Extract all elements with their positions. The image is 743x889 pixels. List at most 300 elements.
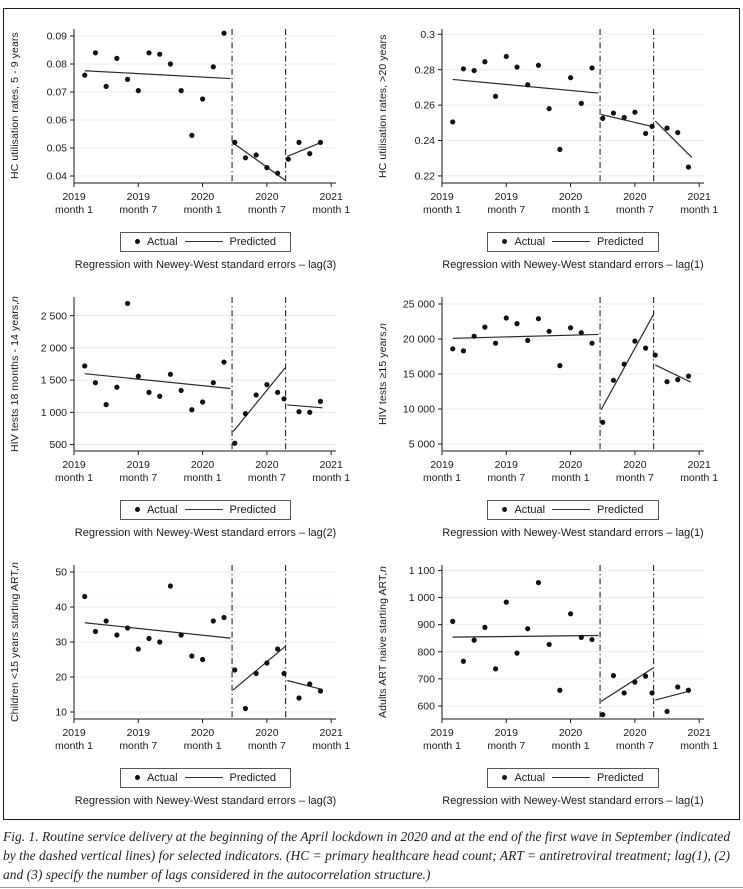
y-tick-label: 50 [55, 566, 67, 579]
x-tick-label: month 1 [312, 204, 351, 216]
actual-point [146, 636, 151, 641]
x-tick-label: 2020 [622, 191, 647, 203]
actual-point [642, 674, 647, 679]
x-tick-label: 2019 [429, 191, 454, 203]
actual-point [578, 330, 583, 335]
predicted-line-segment [601, 668, 653, 701]
scatter-plot [26, 285, 366, 497]
x-tick-label: 2019 [494, 727, 518, 739]
y-tick-label: 0.22 [414, 170, 435, 183]
bottom-divider [0, 887, 743, 888]
legend-actual-label: Actual [146, 771, 178, 784]
y-axis-label [4, 553, 26, 731]
actual-point [221, 359, 226, 364]
actual-point [82, 363, 87, 368]
actual-point [136, 374, 141, 379]
x-tick-label: month 1 [422, 204, 461, 216]
y-tick-label: 700 [416, 673, 435, 686]
legend-actual-label: Actual [514, 771, 546, 784]
actual-point [567, 75, 572, 80]
y-tick-label: 10 000 [402, 403, 435, 416]
y-tick-label: 20 000 [402, 333, 435, 346]
actual-point [275, 390, 280, 395]
y-tick-label: 1 100 [408, 565, 435, 578]
panel-hiv-tests-adults [372, 281, 739, 549]
legend [487, 500, 658, 520]
actual-point [243, 155, 248, 160]
actual-point [471, 638, 476, 643]
y-tick-label: 800 [416, 646, 435, 659]
predicted-line-segment [85, 623, 231, 638]
x-tick-label: month 1 [55, 204, 93, 216]
x-tick-label: 2020 [558, 459, 582, 471]
actual-point [221, 31, 226, 36]
actual-point [157, 394, 162, 399]
actual-point [189, 407, 194, 412]
actual-point [232, 441, 237, 446]
actual-point [503, 600, 508, 605]
actual-dot-icon [135, 239, 140, 244]
y-tick-label: 30 [55, 636, 67, 649]
actual-point [610, 378, 615, 383]
predicted-line-segment [287, 142, 322, 157]
legend-predicted-label: Predicted [597, 235, 644, 248]
predicted-line-segment [655, 121, 691, 157]
actual-point [281, 396, 286, 401]
actual-point [642, 131, 647, 136]
actual-point [492, 341, 497, 346]
actual-point [514, 321, 519, 326]
actual-point [482, 325, 487, 330]
y-axis-label-italic: n [9, 295, 21, 302]
x-tick-label: month 1 [183, 472, 222, 484]
y-tick-label: 15 000 [402, 368, 435, 381]
actual-point [157, 52, 162, 57]
y-tick-label: 1 000 [408, 592, 435, 605]
actual-point [450, 619, 455, 624]
actual-point [307, 151, 312, 156]
predicted-line-segment [655, 365, 690, 382]
actual-point [589, 65, 594, 70]
y-axis-label-italic: n [376, 322, 389, 329]
panel-hiv-tests-children [4, 281, 371, 549]
actual-point [146, 50, 151, 55]
legend-predicted-label: Predicted [229, 771, 277, 784]
y-tick-label: 0.26 [414, 99, 435, 112]
predicted-line-segment [655, 691, 690, 700]
x-tick-label: 2021 [686, 459, 711, 471]
panel-children-starting-art [4, 549, 371, 817]
y-tick-label: 600 [416, 700, 435, 713]
x-tick-label: 2020 [255, 459, 279, 471]
actual-point [460, 348, 465, 353]
actual-point [685, 688, 690, 693]
actual-point [610, 110, 615, 115]
y-tick-label: 40 [55, 601, 67, 614]
x-tick-label: 2019 [429, 727, 454, 739]
y-tick-label: 2 000 [40, 342, 67, 355]
actual-point [460, 659, 465, 664]
x-tick-label: 2020 [558, 727, 582, 739]
actual-point [514, 651, 519, 656]
x-tick-label: 2020 [558, 191, 582, 203]
actual-point [525, 626, 530, 631]
predicted-line-segment [601, 315, 653, 410]
scatter-plot [394, 553, 734, 765]
actual-point [104, 618, 109, 623]
y-axis-label-text: HIV tests 18 months - 14 years, [9, 301, 21, 453]
panel-caption: Regression with Newey-West standard errors – lag(3) [74, 794, 337, 807]
actual-point [649, 124, 654, 129]
actual-point [514, 64, 519, 69]
actual-point [664, 709, 669, 714]
actual-point [125, 625, 130, 630]
actual-dot-icon [502, 239, 507, 244]
panel-caption: Regression with Newey-West standard errors – lag(1) [442, 794, 704, 807]
y-tick-label: 10 [55, 706, 67, 719]
y-axis-label-italic: n [9, 562, 21, 569]
actual-point [264, 165, 269, 170]
actual-point [632, 110, 637, 115]
x-tick-label: month 1 [183, 740, 222, 752]
x-tick-label: 2019 [494, 191, 518, 203]
actual-point [146, 390, 151, 395]
actual-point [525, 82, 530, 87]
actual-point [168, 61, 173, 66]
actual-dot-icon [135, 775, 140, 780]
x-tick-label: month 7 [119, 204, 158, 216]
actual-point [482, 59, 487, 64]
actual-point [200, 399, 205, 404]
actual-point [104, 84, 109, 89]
y-tick-label: 0.3 [419, 28, 435, 41]
x-tick-label: month 7 [615, 472, 654, 484]
y-tick-label: 1 500 [40, 374, 67, 387]
actual-point [211, 618, 216, 623]
predicted-line-icon [552, 509, 590, 510]
x-tick-label: 2020 [622, 459, 647, 471]
panel-caption: Regression with Newey-West standard errors – lag(3) [74, 258, 337, 271]
x-tick-label: month 7 [119, 472, 158, 484]
actual-point [82, 73, 87, 78]
x-tick-label: 2019 [429, 459, 454, 471]
x-tick-label: month 1 [312, 740, 351, 752]
actual-point [232, 667, 237, 672]
actual-point [471, 68, 476, 73]
actual-point [503, 315, 508, 320]
x-tick-label: 2020 [255, 727, 279, 739]
x-tick-label: 2020 [190, 459, 215, 471]
actual-point [546, 106, 551, 111]
actual-point [685, 374, 690, 379]
actual-point [642, 346, 647, 351]
actual-point [93, 380, 98, 385]
x-tick-label: month 7 [486, 740, 525, 752]
actual-point [675, 377, 680, 382]
actual-point [136, 646, 141, 651]
y-axis-label [372, 17, 394, 195]
predicted-line-segment [233, 647, 285, 690]
predicted-line-icon [552, 241, 590, 242]
actual-dot-icon [502, 775, 507, 780]
predicted-line-icon [185, 777, 223, 778]
actual-point [179, 388, 184, 393]
actual-point [503, 54, 508, 59]
legend-predicted-label: Predicted [229, 503, 277, 516]
actual-point [264, 660, 269, 665]
actual-point [589, 341, 594, 346]
y-axis-label [4, 285, 26, 463]
predicted-line-segment [287, 681, 322, 690]
actual-point [578, 101, 583, 106]
x-tick-label: month 7 [247, 740, 286, 752]
legend [120, 232, 291, 252]
y-tick-label: 25 000 [402, 298, 435, 311]
x-tick-label: 2020 [622, 727, 647, 739]
actual-point [589, 637, 594, 642]
actual-point [535, 316, 540, 321]
actual-point [675, 684, 680, 689]
actual-point [557, 363, 562, 368]
actual-point [450, 346, 455, 351]
actual-point [254, 671, 259, 676]
actual-point [546, 642, 551, 647]
x-tick-label: 2019 [62, 191, 86, 203]
actual-point [114, 385, 119, 390]
predicted-line-icon [552, 777, 590, 778]
x-tick-label: month 1 [422, 472, 461, 484]
actual-point [200, 96, 205, 101]
predicted-line-segment [601, 114, 653, 126]
actual-point [318, 399, 323, 404]
x-tick-label: month 7 [615, 204, 654, 216]
actual-point [243, 706, 248, 711]
actual-point [211, 64, 216, 69]
predicted-line-segment [452, 79, 598, 93]
x-tick-label: 2019 [126, 727, 150, 739]
actual-point [621, 690, 626, 695]
panel-caption: Regression with Newey-West standard errors – lag(1) [442, 258, 704, 271]
actual-point [649, 690, 654, 695]
x-tick-label: month 7 [247, 472, 286, 484]
actual-point [264, 382, 269, 387]
y-tick-label: 500 [49, 439, 67, 452]
predicted-line-segment [452, 635, 598, 637]
predicted-line-segment [287, 405, 322, 408]
actual-point [567, 325, 572, 330]
actual-point [221, 615, 226, 620]
x-tick-label: month 1 [183, 204, 222, 216]
predicted-line-segment [85, 71, 231, 79]
x-tick-label: 2021 [686, 727, 711, 739]
y-tick-label: 1 000 [40, 406, 67, 419]
x-tick-label: 2019 [62, 727, 86, 739]
x-tick-label: month 1 [551, 204, 590, 216]
scatter-plot [394, 17, 734, 229]
x-tick-label: 2021 [319, 459, 343, 471]
actual-point [254, 152, 259, 157]
actual-point [254, 392, 259, 397]
y-axis-label [4, 17, 26, 195]
x-tick-label: month 7 [486, 204, 525, 216]
x-tick-label: month 1 [551, 472, 590, 484]
y-tick-label: 20 [55, 671, 67, 684]
predicted-line-icon [185, 509, 223, 510]
actual-dot-icon [135, 507, 140, 512]
y-tick-label: 0.06 [46, 114, 67, 127]
actual-point [621, 115, 626, 120]
y-tick-label: 5 000 [408, 438, 435, 451]
legend-actual-label: Actual [146, 503, 178, 516]
panel-hc-utilisation-5-9 [4, 13, 371, 281]
y-axis-label [372, 553, 394, 731]
panel-caption: Regression with Newey-West standard errors – lag(1) [442, 526, 704, 539]
actual-point [114, 56, 119, 61]
x-tick-label: month 1 [55, 740, 93, 752]
x-tick-label: 2019 [62, 459, 86, 471]
x-tick-label: month 1 [679, 472, 718, 484]
legend-predicted-label: Predicted [597, 503, 644, 516]
actual-point [600, 116, 605, 121]
actual-point [600, 712, 605, 717]
predicted-line-segment [233, 368, 285, 432]
legend-predicted-label: Predicted [229, 235, 277, 248]
x-tick-label: month 1 [551, 740, 590, 752]
actual-point [296, 140, 301, 145]
x-tick-label: month 7 [615, 740, 654, 752]
legend-predicted-label: Predicted [597, 771, 644, 784]
legend [120, 768, 291, 788]
actual-point [685, 164, 690, 169]
actual-point [632, 339, 637, 344]
actual-point [189, 133, 194, 138]
actual-point [664, 126, 669, 131]
actual-point [578, 635, 583, 640]
scatter-plot [26, 17, 366, 229]
x-tick-label: month 1 [679, 740, 718, 752]
legend-actual-label: Actual [514, 235, 546, 248]
actual-point [114, 632, 119, 637]
x-tick-label: month 7 [119, 740, 158, 752]
y-tick-label: 0.04 [46, 170, 67, 183]
x-tick-label: 2021 [686, 191, 711, 203]
predicted-line-icon [185, 241, 223, 242]
y-tick-label: 0.28 [414, 64, 435, 77]
x-tick-label: 2020 [190, 727, 215, 739]
actual-point [492, 666, 497, 671]
actual-point [471, 334, 476, 339]
x-tick-label: 2020 [255, 191, 279, 203]
legend-actual-label: Actual [146, 235, 178, 248]
scatter-plot [394, 285, 734, 497]
actual-point [482, 625, 487, 630]
predicted-line-segment [85, 374, 231, 389]
actual-point [93, 50, 98, 55]
actual-point [286, 157, 291, 162]
actual-point [232, 140, 237, 145]
actual-point [125, 77, 130, 82]
actual-point [610, 673, 615, 678]
actual-point [557, 688, 562, 693]
actual-point [664, 379, 669, 384]
actual-point [82, 594, 87, 599]
x-tick-label: month 1 [55, 472, 93, 484]
actual-point [275, 646, 280, 651]
y-tick-label: 0.24 [414, 135, 435, 148]
actual-point [200, 657, 205, 662]
actual-point [179, 88, 184, 93]
legend-actual-label: Actual [514, 503, 546, 516]
y-axis-label [372, 285, 394, 463]
y-tick-label: 2 500 [40, 310, 67, 323]
figure-frame [3, 8, 740, 820]
y-axis-label-text: HC utilisation rates, 5 - 9 years [9, 32, 21, 180]
actual-point [632, 680, 637, 685]
actual-point [450, 119, 455, 124]
actual-point [157, 639, 162, 644]
y-axis-label-text: Adults ART naive starting ART, [376, 572, 389, 718]
actual-point [318, 140, 323, 145]
x-tick-label: month 1 [679, 204, 718, 216]
panel-caption: Regression with Newey-West standard errors – lag(2) [74, 526, 337, 539]
actual-point [652, 353, 657, 358]
actual-point [675, 130, 680, 135]
actual-point [179, 632, 184, 637]
legend [120, 500, 291, 520]
actual-point [189, 653, 194, 658]
y-axis-label-text: HIV tests ≥15 years, [376, 328, 389, 426]
x-tick-label: month 1 [422, 740, 461, 752]
x-tick-label: month 7 [486, 472, 525, 484]
y-axis-label-text: Children <15 years starting ART, [9, 568, 21, 722]
actual-point [621, 362, 626, 367]
x-tick-label: 2021 [319, 191, 343, 203]
actual-point [525, 338, 530, 343]
actual-point [275, 171, 280, 176]
legend [487, 232, 658, 252]
x-tick-label: 2021 [319, 727, 343, 739]
x-tick-label: 2019 [126, 191, 150, 203]
actual-point [535, 580, 540, 585]
panel-hc-utilisation-over-20 [372, 13, 739, 281]
actual-point [600, 420, 605, 425]
actual-point [567, 611, 572, 616]
actual-point [318, 688, 323, 693]
x-tick-label: month 1 [312, 472, 351, 484]
actual-point [168, 583, 173, 588]
actual-point [307, 681, 312, 686]
figure-caption: Fig. 1. Routine service delivery at the beginning of the April lockdown in 2020 and at the end of the first wave in September (indicated by the dashed vertical lines) for selected indicators. (HC = primary healthcare head count; ART = antiretroviral treatment; lag(1), (2) and (3) specify the number of lags considered in the autocorrelation structure.) [3, 829, 731, 883]
x-tick-label: 2020 [190, 191, 215, 203]
y-axis-label-italic: n [376, 566, 389, 573]
actual-point [136, 88, 141, 93]
y-tick-label: 0.08 [46, 58, 67, 71]
actual-point [93, 629, 98, 634]
actual-point [104, 402, 109, 407]
legend [487, 768, 658, 788]
actual-point [125, 301, 130, 306]
actual-point [243, 411, 248, 416]
actual-point [168, 372, 173, 377]
actual-point [492, 94, 497, 99]
actual-point [211, 380, 216, 385]
actual-point [307, 410, 312, 415]
x-tick-label: 2019 [126, 459, 150, 471]
y-tick-label: 0.09 [46, 30, 67, 43]
actual-point [281, 671, 286, 676]
actual-dot-icon [502, 507, 507, 512]
panel-adults-starting-art [372, 549, 739, 817]
